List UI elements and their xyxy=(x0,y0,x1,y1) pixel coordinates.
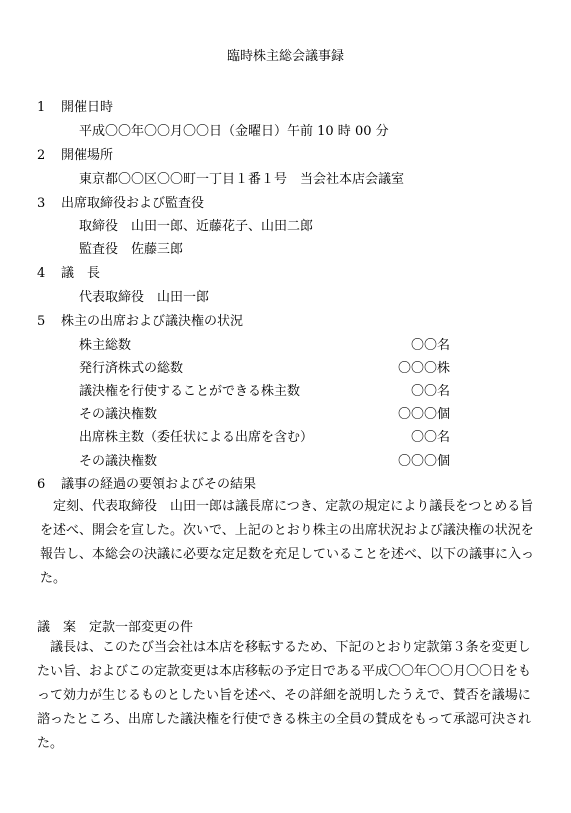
section-6-heading: 議事の経過の要領およびその結果 xyxy=(61,477,257,492)
section-6-number: 6 xyxy=(37,477,46,492)
section-5-number: 5 xyxy=(37,314,46,329)
stat-value: 〇〇名 xyxy=(410,338,450,353)
stat-label: 出席株主数（委任状による出席を含む） xyxy=(79,430,314,445)
section-1-number: 1 xyxy=(37,100,46,115)
stat-label: その議決権数 xyxy=(79,454,158,469)
stat-label: 議決権を行使することができる株主数 xyxy=(79,384,301,399)
section-2-number: 2 xyxy=(37,148,46,163)
chairperson-line: 代表取締役 山田一郎 xyxy=(79,290,210,305)
section-1-heading: 開催日時 xyxy=(61,100,114,115)
stat-value: 〇〇〇個 xyxy=(397,454,450,469)
stat-value: 〇〇名 xyxy=(410,430,450,445)
stat-value: 〇〇名 xyxy=(410,384,450,399)
meeting-place: 東京都〇〇区〇〇町一丁目１番１号 当会社本店会議室 xyxy=(79,172,405,187)
agenda-heading: 議 案 定款一部変更の件 xyxy=(37,620,194,635)
document-title: 臨時株主総会議事録 xyxy=(226,49,344,64)
stat-value: 〇〇〇個 xyxy=(397,407,450,422)
section-5-heading: 株主の出席および議決権の状況 xyxy=(61,314,244,329)
section-4-heading: 議 長 xyxy=(61,266,101,281)
stat-label: その議決権数 xyxy=(79,407,158,422)
agenda-body: 議長は、このたび当会社は本店を移転するため、下記のとおり定款第３条を変更したい旨、およびこの定款変更は本店移転の予定日である平成〇〇年〇〇月〇〇日をもって効力が生じるものとしたい旨を述べ、その詳細を説明したうえで、賛否を議場に諮ったところ、出席した議決権を行使できる株主の全員の賛成をもって承認可決された。 xyxy=(37,640,532,751)
stat-value: 〇〇〇株 xyxy=(397,361,450,376)
section-4-number: 4 xyxy=(37,266,46,281)
stat-label: 株主総数 xyxy=(79,338,132,353)
section-3-number: 3 xyxy=(37,196,46,211)
stat-label: 発行済株式の総数 xyxy=(79,361,184,376)
section-2-heading: 開催場所 xyxy=(61,148,114,163)
meeting-datetime: 平成〇〇年〇〇月〇〇日（金曜日）午前 10 時 00 分 xyxy=(79,124,389,139)
directors-line: 取締役 山田一郎、近藤花子、山田二郎 xyxy=(79,219,314,234)
proceedings-paragraph: 定刻、代表取締役 山田一郎は議長席につき、定款の規定により議長をつとめる旨を述べ、開会を宣した。次いで、上記のとおり株主の出席状況および議決権の状況を報告し、本総会の決議に必要な定足数を充足していることを述べ、以下の議事に入った。 xyxy=(40,499,535,586)
section-3-heading: 出席取締役および監査役 xyxy=(61,196,205,211)
auditor-line: 監査役 佐藤三郎 xyxy=(79,242,184,257)
